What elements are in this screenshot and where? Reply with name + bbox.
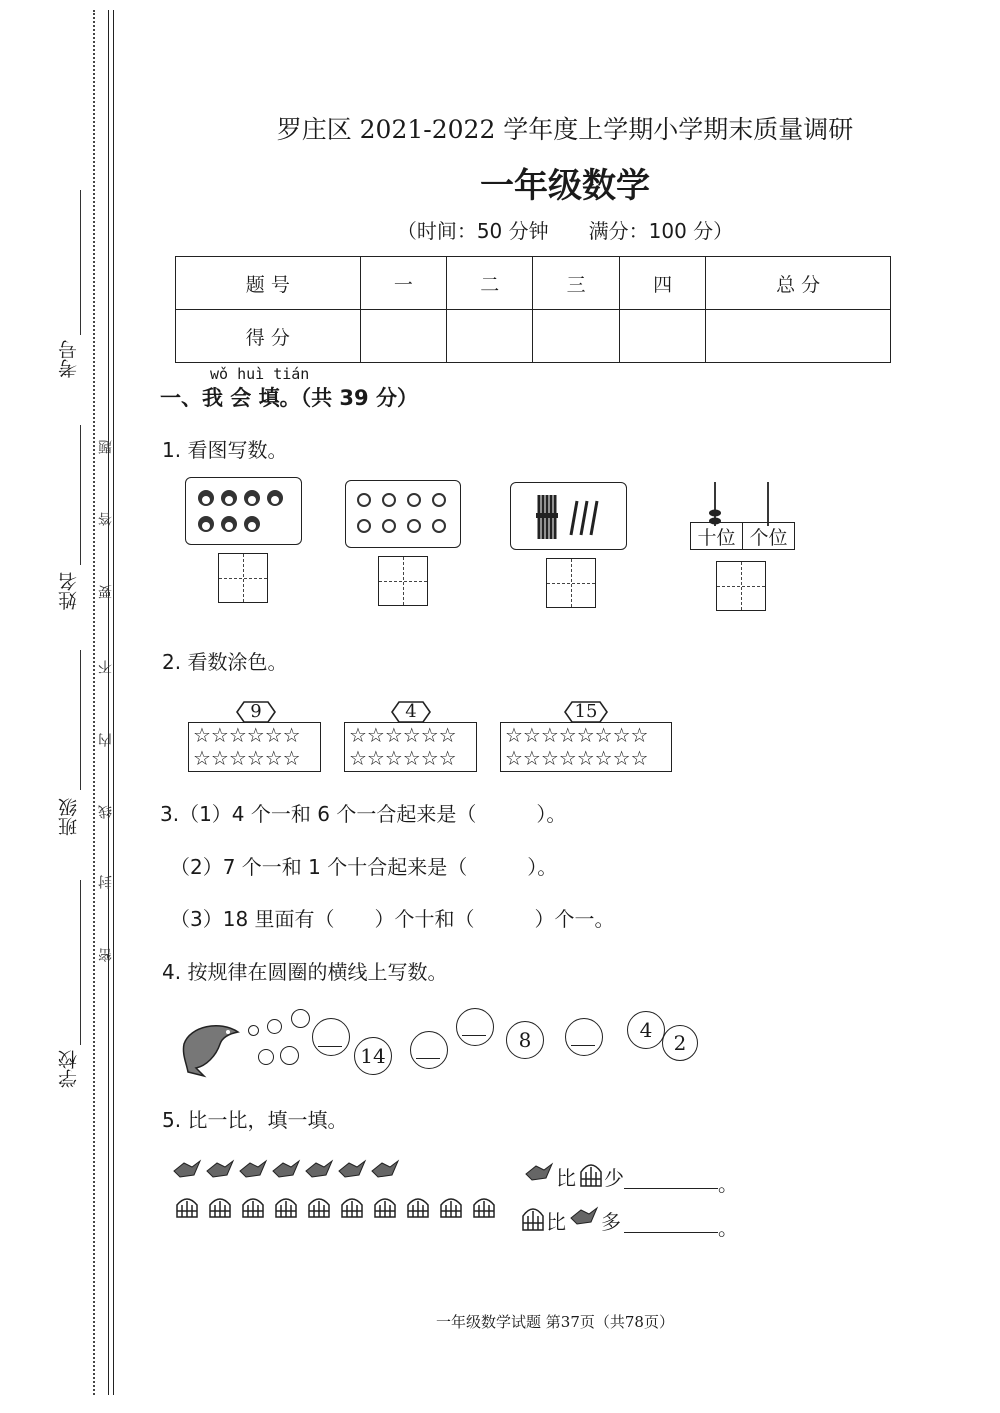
bubble: [280, 1046, 299, 1065]
question-2: 2. 看数涂色。: [162, 650, 288, 674]
sequence-circle-4: 4: [627, 1011, 665, 1049]
score-input-cell[interactable]: [533, 310, 619, 363]
exam-subtitle: 罗庄区 2021-2022 学年度上学期小学期末质量调研: [276, 115, 854, 144]
seal-char: 不: [98, 660, 114, 674]
sequence-circle-8: 8: [506, 1021, 544, 1059]
seal-char: 封: [98, 875, 114, 889]
label-school: 学校: [58, 1050, 80, 1088]
flower-icons: [346, 481, 460, 547]
sequence-circle-blank-1[interactable]: [312, 1018, 350, 1056]
score-header-cell: 二: [447, 257, 533, 310]
score-input-cell[interactable]: [360, 310, 446, 363]
score-header-cell: 三: [533, 257, 619, 310]
compare-2-word: 比: [546, 1210, 566, 1234]
seal-char: 线: [98, 805, 114, 819]
star-row: ☆☆☆☆☆☆: [349, 723, 457, 747]
label-exam-number: 考号: [58, 340, 80, 378]
bubble: [248, 1025, 259, 1036]
section-pinyin: wǒ huì tián: [210, 365, 310, 383]
star-row: ☆☆☆☆☆☆: [193, 723, 301, 747]
period: 。: [718, 1172, 738, 1196]
answer-box-1[interactable]: [218, 553, 268, 603]
birdcage-icon: [520, 1202, 546, 1232]
star-group-1[interactable]: [188, 722, 321, 772]
score-header-cell: 题 号: [176, 257, 361, 310]
section-heading: 一、我 会 填。（共 39 分）: [160, 386, 418, 410]
seal-char: 题: [98, 440, 114, 454]
label-class: 班级: [58, 798, 80, 836]
star-group-3[interactable]: [500, 722, 672, 772]
question-3-part-3: （3）18 里面有（ ）个十和（ ）个一。: [170, 907, 615, 931]
target-number-1: 9: [250, 701, 262, 722]
score-input-cell[interactable]: [619, 310, 705, 363]
penguins-picture: [185, 477, 302, 545]
question-3-part-1: 3.（1）4 个一和 6 个一合起来是（ ）。: [160, 802, 567, 826]
bird-icon: [567, 1204, 599, 1230]
bubble: [291, 1009, 310, 1028]
score-table: [175, 256, 891, 363]
score-input-cell[interactable]: [706, 310, 891, 363]
sequence-circle-blank-3[interactable]: [456, 1008, 494, 1046]
compare-1-less: 少: [604, 1166, 624, 1190]
label-name: 姓名: [58, 572, 80, 610]
star-row: ☆☆☆☆☆☆: [349, 746, 457, 770]
score-header-cell: 总 分: [706, 257, 891, 310]
star-row: ☆☆☆☆☆☆: [193, 746, 301, 770]
score-row-label: 得 分: [176, 310, 361, 363]
place-value-base: [690, 522, 795, 550]
target-number-2: 4: [405, 701, 417, 722]
question-5: 5. 比一比，填一填。: [162, 1108, 348, 1132]
target-number-3: 15: [574, 701, 598, 722]
answer-line: [462, 1035, 486, 1036]
school-line: [80, 880, 81, 1045]
sticks-picture: [510, 482, 627, 550]
star-row: ☆☆☆☆☆☆☆☆: [505, 746, 649, 770]
answer-line-1[interactable]: [624, 1188, 718, 1189]
sequence-circle-blank-4[interactable]: [565, 1018, 603, 1056]
birdcage-icon: [578, 1158, 604, 1188]
dolphin-icon: [176, 1012, 246, 1078]
exam-number-line: [80, 190, 81, 335]
question-4: 4. 按规律在圆圈的横线上写数。: [162, 960, 448, 984]
exam-title: 一年级数学: [480, 166, 650, 206]
stick-bundle-icons: [511, 483, 626, 549]
class-line: [80, 650, 81, 790]
score-header-cell: 四: [619, 257, 705, 310]
bird-icon: [522, 1160, 554, 1186]
answer-line: [571, 1045, 595, 1046]
flowers-picture: [345, 480, 461, 548]
sequence-circle-blank-2[interactable]: [410, 1031, 448, 1069]
answer-box-2[interactable]: [378, 556, 428, 606]
seal-char: 密: [98, 948, 114, 962]
answer-line: [318, 1046, 342, 1047]
question-3-part-2: （2）7 个一和 1 个十合起来是（ ）。: [170, 855, 558, 879]
star-row: ☆☆☆☆☆☆☆☆: [505, 723, 649, 747]
tens-label: 十位: [691, 523, 743, 549]
sequence-circle-14: 14: [354, 1037, 392, 1075]
ones-label: 个位: [749, 527, 788, 549]
period: 。: [718, 1216, 738, 1240]
seal-char: 要: [98, 585, 114, 599]
star-group-2[interactable]: [344, 722, 477, 772]
penguin-icons: [186, 478, 301, 544]
answer-box-4[interactable]: [716, 561, 766, 611]
exam-info: （时间：50 分钟 满分：100 分）: [396, 219, 734, 243]
compare-2-more: 多: [601, 1210, 621, 1234]
score-header-cell: 一: [360, 257, 446, 310]
sequence-circle-2: 2: [662, 1025, 698, 1061]
seal-char: 内: [98, 733, 114, 747]
question-1: 1. 看图写数。: [162, 438, 288, 462]
answer-line: [416, 1058, 440, 1059]
answer-box-3[interactable]: [546, 558, 596, 608]
bubble: [267, 1019, 282, 1034]
birds-and-cages: [170, 1155, 510, 1225]
bubble: [258, 1049, 274, 1065]
seal-char: 答: [98, 512, 114, 526]
page-footer: 一年级数学试题 第37页（共78页）: [436, 1313, 674, 1331]
compare-1-word: 比: [556, 1166, 576, 1190]
score-input-cell[interactable]: [447, 310, 533, 363]
answer-line-2[interactable]: [624, 1232, 718, 1233]
name-line: [80, 425, 81, 565]
